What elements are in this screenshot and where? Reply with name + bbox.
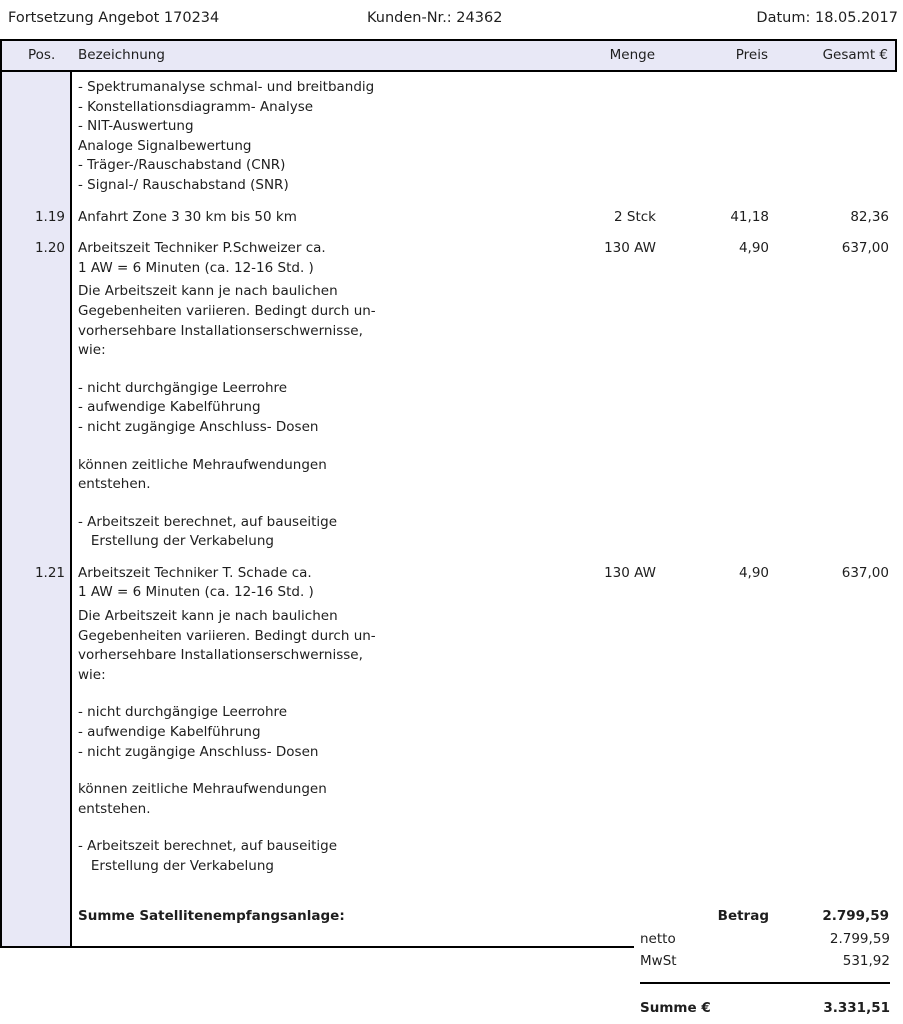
item-paragraph (78, 513, 673, 552)
desc-line: - Konstellationsdiagramm- Analyse (78, 98, 314, 115)
pos-number: 1.19 (34, 208, 65, 225)
price-value: 41,18 (730, 208, 769, 225)
desc-line: - nicht zugängige Anschluss- Dosen (78, 743, 319, 760)
doc-header (0, 10, 903, 32)
item-paragraph (78, 379, 673, 438)
item-title-line: Arbeitszeit Techniker T. Schade ca. (78, 564, 312, 581)
desc-line: - aufwendige Kabelführung (78, 724, 261, 741)
desc-line: - nicht durchgängige Leerrohre (78, 704, 288, 721)
totals-row-mwst (640, 950, 890, 972)
pos-number: 1.20 (34, 240, 65, 257)
items-table-header (0, 39, 897, 72)
item-title-line: Anfahrt Zone 3 30 km bis 50 km (78, 208, 297, 225)
doc-date: Datum: 18.05.2017 (756, 10, 898, 26)
item-title-line: Arbeitszeit Techniker P.Schweizer ca. (78, 240, 326, 257)
total-value: 82,36 (850, 208, 889, 225)
continuation-block (78, 78, 653, 196)
item-title-line: 1 AW = 6 Minuten (ca. 12-16 Std. ) (78, 259, 314, 276)
section-sum-row (2, 907, 903, 927)
desc-line: Die Arbeitszeit kann je nach baulichen (78, 283, 338, 300)
item-paragraph (78, 607, 673, 685)
doc-title: Fortsetzung Angebot 170234 (8, 10, 220, 26)
item-row (2, 208, 903, 228)
price-value: 4,90 (738, 240, 769, 257)
desc-line: - nicht zugängige Anschluss- Dosen (78, 418, 319, 435)
desc-line: - Arbeitszeit berechnet, auf bauseitige (78, 838, 338, 855)
item-row (2, 239, 903, 278)
grand-total-value: 3.331,51 (823, 1000, 890, 1016)
grand-total-row (640, 997, 890, 1019)
desc-line: vorhersehbare Installationserschwernisse, (78, 647, 363, 664)
desc-line: Erstellung der Verkabelung (78, 533, 274, 550)
price-value: 4,90 (738, 564, 769, 581)
item-paragraph (78, 780, 673, 819)
total-value: 637,00 (841, 564, 889, 581)
totals-row-netto (640, 928, 890, 950)
customer-number: Kunden-Nr.: 24362 (367, 10, 503, 26)
qty-value: 2 Stck (614, 208, 656, 225)
desc-line: wie: (78, 666, 106, 683)
pos-number: 1.21 (34, 564, 65, 581)
table-bottom-border (0, 946, 634, 948)
totals-rule (640, 982, 890, 984)
desc-line: - nicht durchgängige Leerrohre (78, 379, 288, 396)
item-paragraph (78, 837, 673, 876)
desc-line: können zeitliche Mehraufwendungen (78, 456, 327, 473)
grand-total-label: Summe € (640, 1000, 711, 1016)
desc-line: - NIT-Auswertung (78, 118, 194, 135)
item-paragraph (78, 282, 673, 360)
totals-label: MwSt (640, 953, 677, 969)
items-table-body (0, 72, 903, 948)
desc-line: entstehen. (78, 476, 151, 493)
item-row (2, 564, 903, 603)
desc-line: können zeitliche Mehraufwendungen (78, 781, 327, 798)
totals-panel (640, 928, 890, 1019)
table-content (2, 72, 903, 926)
desc-line: - aufwendige Kabelführung (78, 399, 261, 416)
desc-line: Gegebenheiten variieren. Bedingt durch un- (78, 627, 376, 644)
desc-line: - Signal-/ Rauschabstand (SNR) (78, 176, 289, 193)
desc-line: wie: (78, 342, 106, 359)
desc-line: Die Arbeitszeit kann je nach baulichen (78, 608, 338, 625)
totals-value: 531,92 (842, 953, 890, 969)
col-qty: Menge (609, 47, 655, 63)
sum-label: Summe Satellitenempfangsanlage: (78, 907, 345, 924)
item-paragraph (78, 703, 673, 762)
desc-line: - Träger-/Rauschabstand (CNR) (78, 157, 286, 174)
col-pos: Pos. (28, 47, 56, 63)
qty-value: 130 AW (604, 240, 656, 257)
totals-value: 2.799,59 (829, 931, 890, 947)
item-title-line: 1 AW = 6 Minuten (ca. 12-16 Std. ) (78, 584, 314, 601)
total-value: 637,00 (841, 240, 889, 257)
desc-line: entstehen. (78, 800, 151, 817)
totals-label: netto (640, 931, 676, 947)
qty-value: 130 AW (604, 564, 656, 581)
desc-line: Gegebenheiten variieren. Bedingt durch un- (78, 302, 376, 319)
desc-line: - Arbeitszeit berechnet, auf bauseitige (78, 513, 338, 530)
col-price: Preis (735, 47, 768, 63)
desc-line: - Spektrumanalyse schmal- und breitbandig (78, 79, 375, 95)
desc-line: Analoge Signalbewertung (78, 137, 252, 154)
sum-amount-label: Betrag (717, 907, 769, 924)
sum-amount: 2.799,59 (822, 907, 889, 924)
desc-line: Erstellung der Verkabelung (78, 858, 274, 874)
col-total: Gesamt € (822, 47, 888, 63)
item-paragraph (78, 456, 673, 495)
col-description: Bezeichnung (78, 47, 165, 63)
desc-line: vorhersehbare Installationserschwernisse, (78, 322, 363, 339)
